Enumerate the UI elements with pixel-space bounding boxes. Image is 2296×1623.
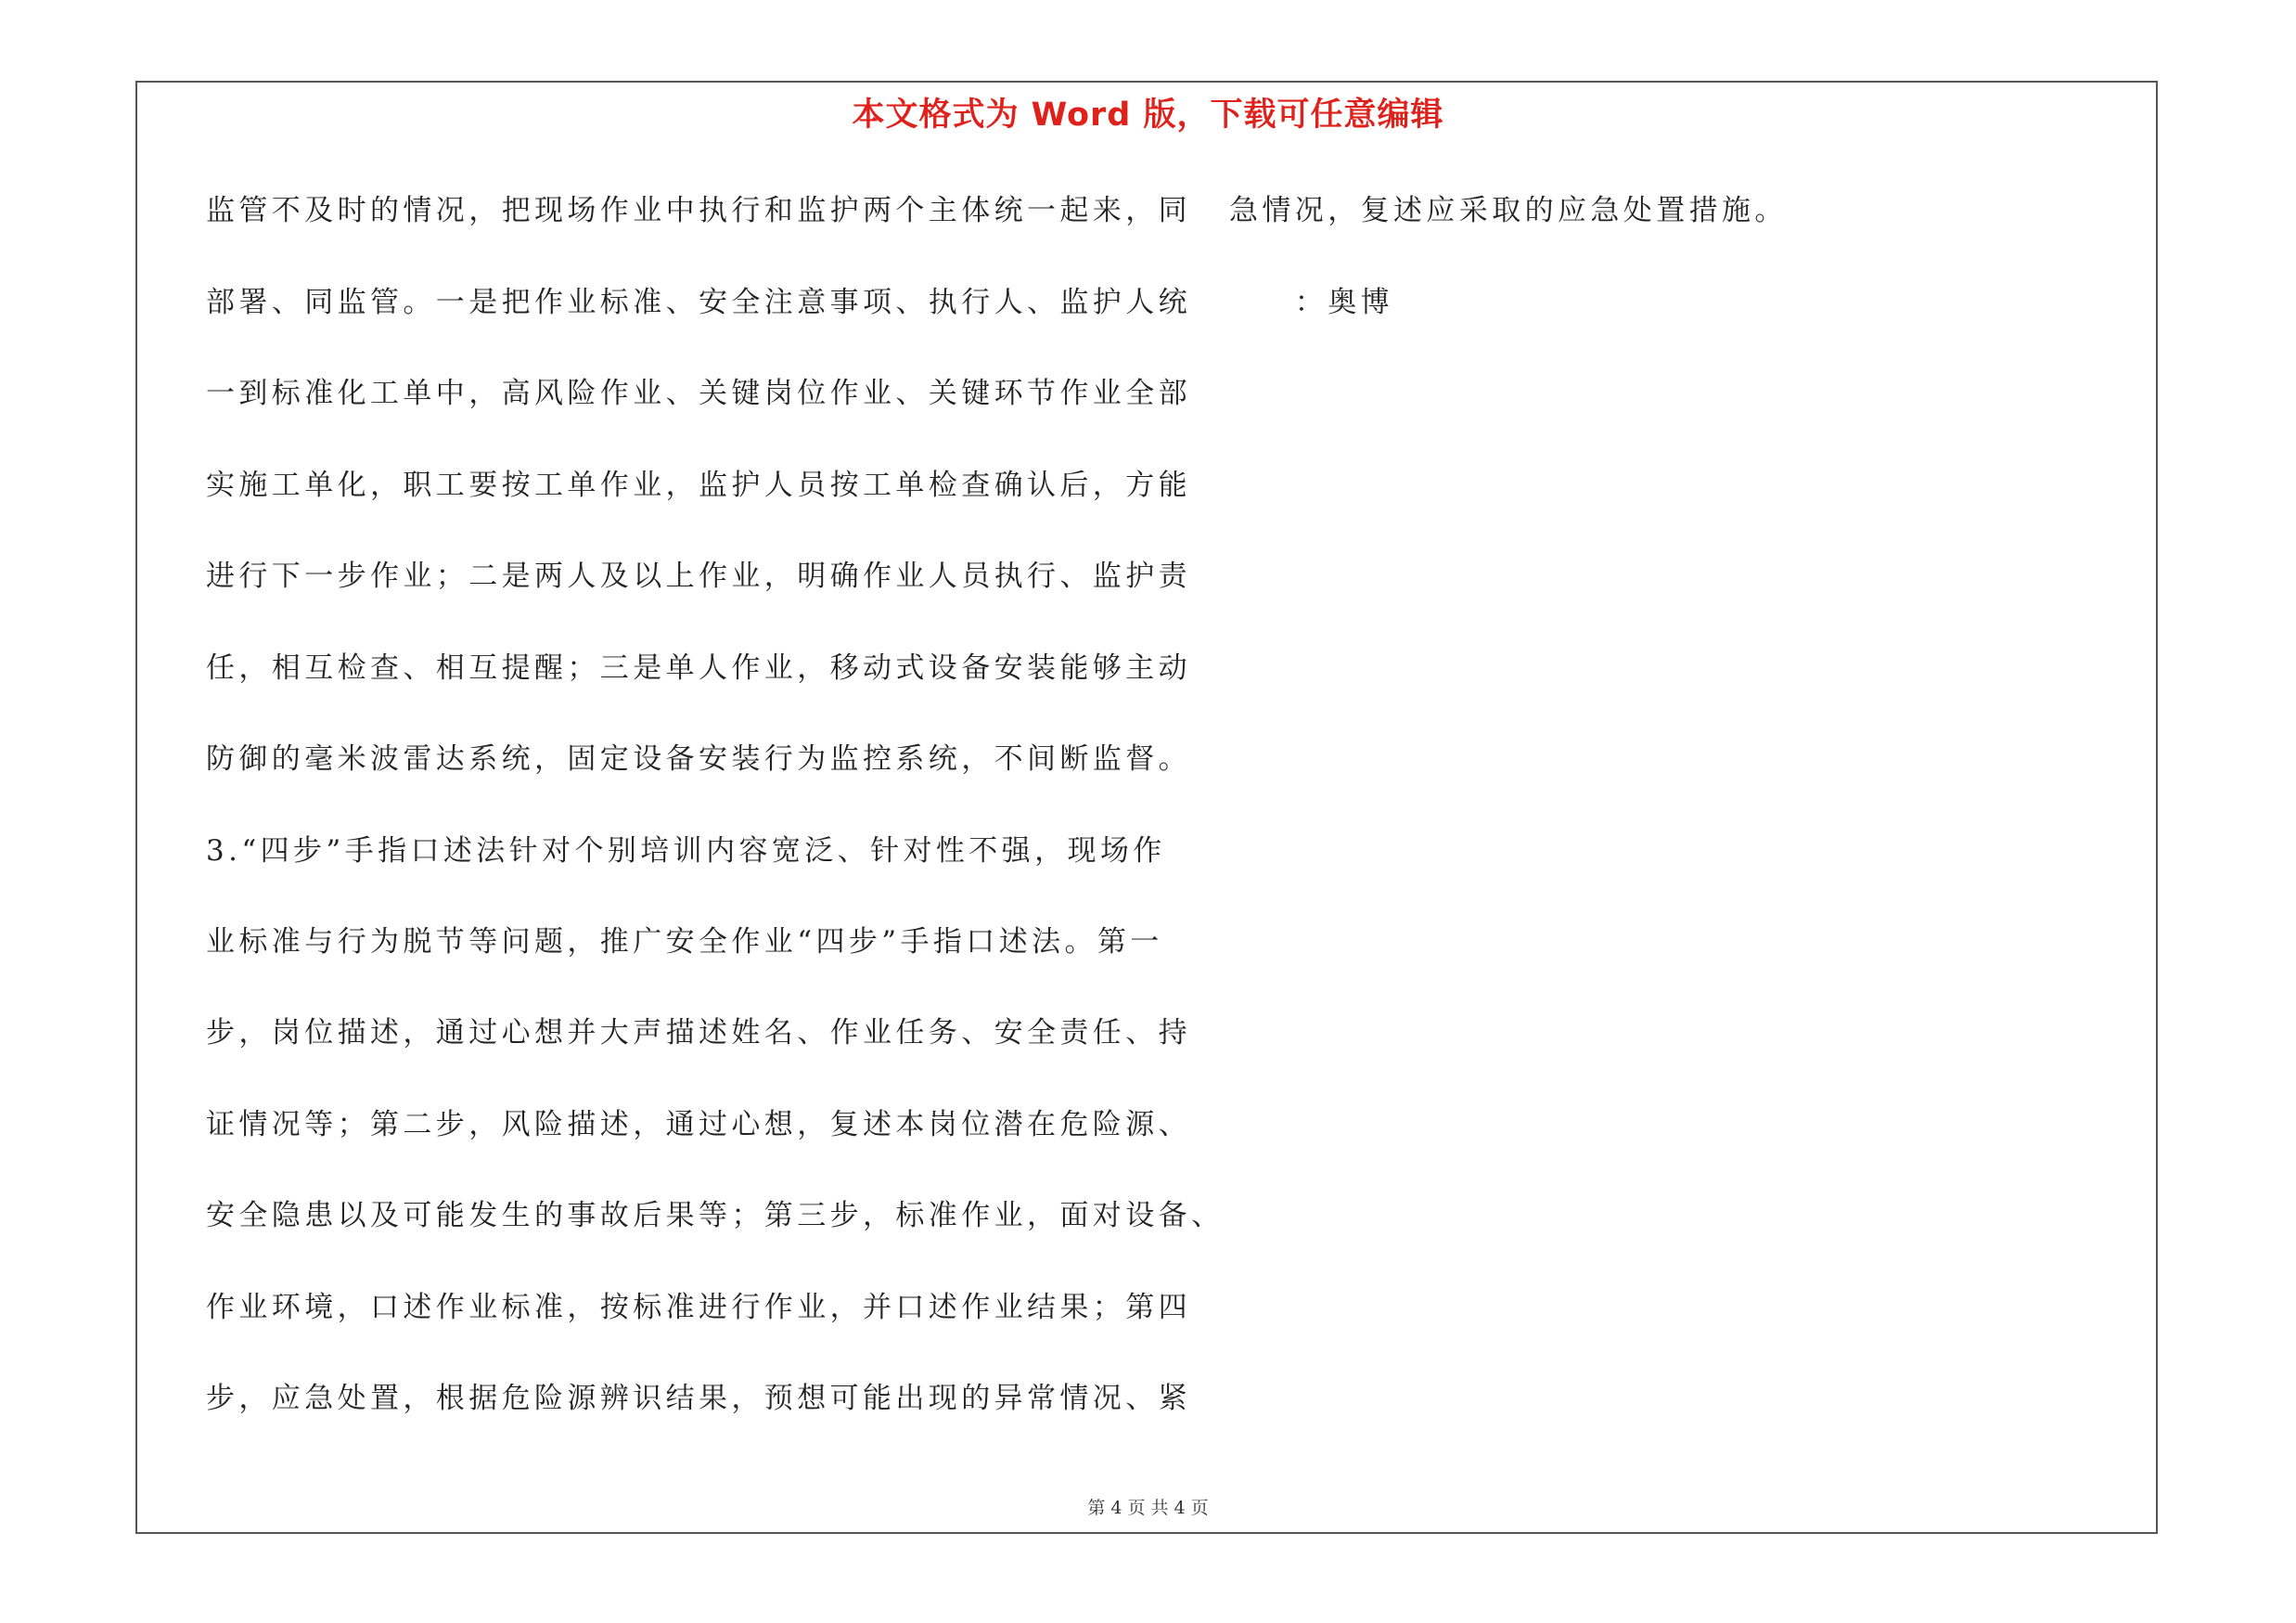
text-line: 步，应急处置，根据危险源辨识结果，预想可能出现的异常情况、紧 xyxy=(206,1382,1191,1415)
text-line: 步，岗位描述，通过心想并大声描述姓名、作业任务、安全责任、持 xyxy=(206,1016,1191,1050)
text-line: 实施工单化，职工要按工单作业，监护人员按工单检查确认后，方能 xyxy=(206,469,1191,502)
author-line: ：奥博 xyxy=(1229,286,1393,319)
text-line: 证情况等；第二步，风险描述，通过心想，复述本岗位潜在危险源、 xyxy=(206,1108,1191,1141)
text-line: 防御的毫米波雷达系统，固定设备安装行为监控系统，不间断监督。 xyxy=(206,742,1191,776)
text-line: 急情况，复述应采取的应急处置措施。 xyxy=(1229,194,1788,227)
text-line: 进行下一步作业；二是两人及以上作业，明确作业人员执行、监护责 xyxy=(206,560,1191,593)
text-line: 业标准与行为脱节等问题，推广安全作业“四步”手指口述法。第一 xyxy=(206,925,1163,959)
text-line: 作业环境，口述作业标准，按标准进行作业，并口述作业结果；第四 xyxy=(206,1291,1191,1324)
text-line: 部署、同监管。一是把作业标准、安全注意事项、执行人、监护人统 xyxy=(206,286,1191,319)
text-line: 一到标准化工单中，高风险作业、关键岗位作业、关键环节作业全部 xyxy=(206,377,1191,410)
page-number: 第 4 页 共 4 页 xyxy=(1087,1498,1209,1518)
header-banner: 本文格式为 Word 版，下载可任意编辑 xyxy=(852,97,1444,134)
text-line: 任，相互检查、相互提醒；三是单人作业，移动式设备安装能够主动 xyxy=(206,651,1191,685)
text-line: 安全隐患以及可能发生的事故后果等；第三步，标准作业，面对设备、 xyxy=(206,1199,1225,1232)
text-line: 监管不及时的情况，把现场作业中执行和监护两个主体统一起来，同 xyxy=(206,194,1191,227)
text-line: 3.“四步”手指口述法针对个别培训内容宽泛、针对性不强，现场作 xyxy=(206,834,1166,868)
